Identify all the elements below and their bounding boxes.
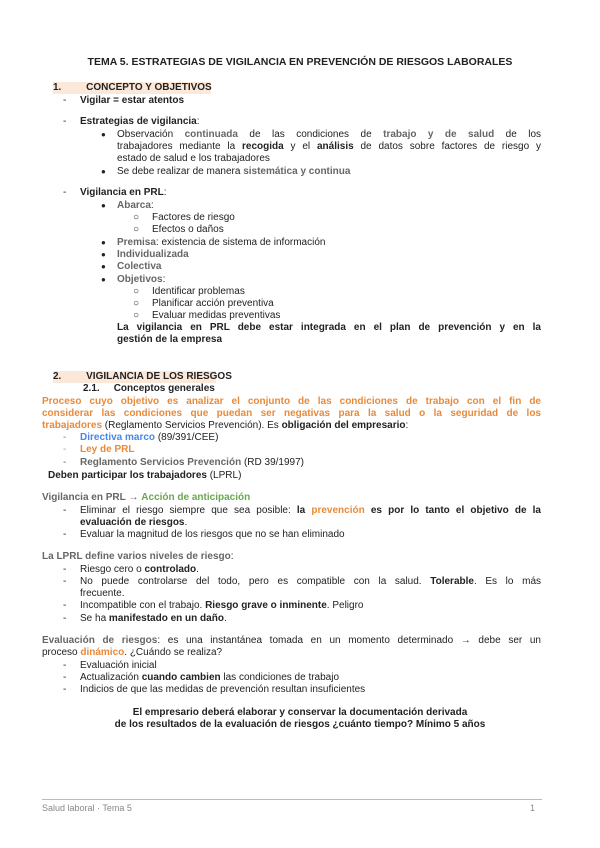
- proceso-line-1: Proceso cuyo objetivo es analizar el conjunto de las condiciones de trabajo con el fin de: [42, 396, 541, 407]
- footer-divider: [42, 799, 542, 800]
- ley-item: Ley de PRL: [80, 444, 135, 455]
- circle-marker: ○: [133, 286, 140, 297]
- dash-marker: -: [63, 660, 67, 671]
- dash-marker: -: [63, 576, 67, 587]
- evaluacion-inicial-item: Evaluación inicial: [80, 660, 157, 671]
- deben-participar: Deben participar los trabajadores (LPRL): [48, 470, 242, 481]
- objetivos-item: Objetivos:: [117, 274, 166, 285]
- individualizada-item: Individualizada: [117, 249, 189, 260]
- objetivo-3: Evaluar medidas preventivas: [152, 310, 281, 321]
- conclusion-line-1: El empresario deberá elaborar y conservar la documentación derivada: [132, 707, 468, 718]
- bullet-marker: ●: [101, 262, 106, 271]
- tolerable-line-1: No puede controlarse del todo, pero es compatible con la salud. Tolerable. Es lo más: [80, 576, 541, 587]
- dash-marker: -: [63, 432, 67, 443]
- dash-marker: -: [63, 505, 67, 516]
- lprl-niveles: La LPRL define varios niveles de riesgo:: [42, 551, 234, 562]
- dash-marker: -: [63, 116, 67, 127]
- riesgo-cero-item: Riesgo cero o controlado.: [80, 564, 199, 575]
- manifestado-item: Se ha manifestado en un daño.: [80, 613, 227, 624]
- integrada-line-2: gestión de la empresa: [117, 334, 223, 345]
- evaluacion-line-1: Evaluación de riesgos: es una instantánea tomada en un momento determinado → debe ser un: [42, 635, 541, 646]
- premisa-item: Premisa: existencia de sistema de información: [117, 237, 326, 248]
- bullet-marker: ●: [101, 275, 106, 284]
- directiva-item: Directiva marco (89/391/CEE): [80, 432, 219, 443]
- observacion-line-2: trabajadores mediante la recogida y el análisis de datos sobre factores de riesgo y: [117, 141, 541, 152]
- dash-marker: -: [63, 600, 67, 611]
- integrada-line-1: La vigilancia en PRL debe estar integrada en el plan de prevención y en la: [117, 322, 541, 333]
- section-title: VIGILANCIA DE LOS RIESGOS: [86, 371, 232, 382]
- bullet-marker: ●: [101, 250, 106, 259]
- objetivo-2: Planificar acción preventiva: [152, 298, 274, 309]
- vigilancia-prl-item: Vigilancia en PRL:: [80, 187, 167, 198]
- section-title: CONCEPTO Y OBJETIVOS: [86, 82, 212, 93]
- dash-marker: -: [63, 564, 67, 575]
- vigilancia-anticipacion: Vigilancia en PRL → Acción de anticipación: [42, 492, 251, 503]
- circle-marker: ○: [133, 310, 140, 321]
- indicios-item: Indicios de que las medidas de prevención resultan insuficientes: [80, 684, 366, 695]
- eliminar-line-2: evaluación de riesgos.: [80, 517, 188, 528]
- section-2-heading: [53, 371, 232, 383]
- manera-item: Se debe realizar de manera sistemática y continua: [117, 166, 351, 177]
- dash-marker: -: [63, 95, 67, 106]
- abarca-item: Abarca:: [117, 200, 154, 211]
- dash-marker: -: [63, 672, 67, 683]
- dash-marker: -: [63, 444, 67, 455]
- bullet-marker: ●: [101, 130, 106, 139]
- dash-marker: -: [63, 684, 67, 695]
- page-title: TEMA 5. ESTRATEGIAS DE VIGILANCIA EN PREVENCIÓN DE RIESGOS LABORALES: [87, 56, 513, 68]
- dash-marker: -: [63, 613, 67, 624]
- eliminar-line-1: Eliminar el riesgo siempre que sea posible: la prevención es por lo tanto el objetivo de la: [80, 505, 541, 516]
- footer-label: Salud laboral · Tema 5: [42, 803, 132, 813]
- conclusion-line-2: de los resultados de la evaluación de riesgos ¿cuánto tiempo? Mínimo 5 años: [114, 719, 486, 730]
- bullet-marker: ●: [101, 238, 106, 247]
- section-number: 1.: [53, 82, 62, 93]
- observacion-line-1: Observación continuada de las condiciones de trabajo y de salud de los: [117, 129, 542, 140]
- circle-marker: ○: [133, 224, 140, 235]
- incompatible-item: Incompatible con el trabajo. Riesgo grave o inminente. Peligro: [80, 600, 364, 611]
- dash-marker: -: [63, 187, 67, 198]
- bullet-marker: ●: [101, 201, 106, 210]
- estrategias-item: Estrategias de vigilancia:: [80, 116, 200, 127]
- vigilar-item: Vigilar = estar atentos: [80, 95, 185, 106]
- page-number: 1: [530, 803, 536, 813]
- proceso-line-3: trabajadores (Reglamento Servicios Prevención). Es obligación del empresario:: [42, 420, 409, 431]
- proceso-line-2: considerar las condiciones que puedan ser negativas para la salud o la seguridad de los: [42, 408, 541, 419]
- bullet-marker: ●: [101, 167, 106, 176]
- reglamento-item: Reglamento Servicios Prevención (RD 39/1997): [80, 457, 304, 468]
- tolerable-line-2: frecuente.: [80, 588, 125, 599]
- evaluar-item: Evaluar la magnitud de los riesgos que no se han eliminado: [80, 529, 345, 540]
- dash-marker: -: [63, 529, 67, 540]
- section-number: 2.: [53, 371, 62, 382]
- circle-marker: ○: [133, 298, 140, 309]
- colectiva-item: Colectiva: [117, 261, 162, 272]
- observacion-line-3: estado de salud e los trabajadores: [117, 153, 270, 164]
- objetivo-1: Identificar problemas: [152, 286, 245, 297]
- section-1-heading: [53, 82, 211, 94]
- dash-marker: -: [63, 457, 67, 468]
- efectos-item: Efectos o daños: [152, 224, 224, 235]
- actualizacion-item: Actualización cuando cambien las condiciones de trabajo: [80, 672, 340, 683]
- factores-item: Factores de riesgo: [152, 212, 235, 223]
- evaluacion-line-2: proceso dinámico. ¿Cuándo se realiza?: [42, 647, 223, 658]
- circle-marker: ○: [133, 212, 140, 223]
- subsection-heading: 2.1. Conceptos generales: [83, 383, 215, 394]
